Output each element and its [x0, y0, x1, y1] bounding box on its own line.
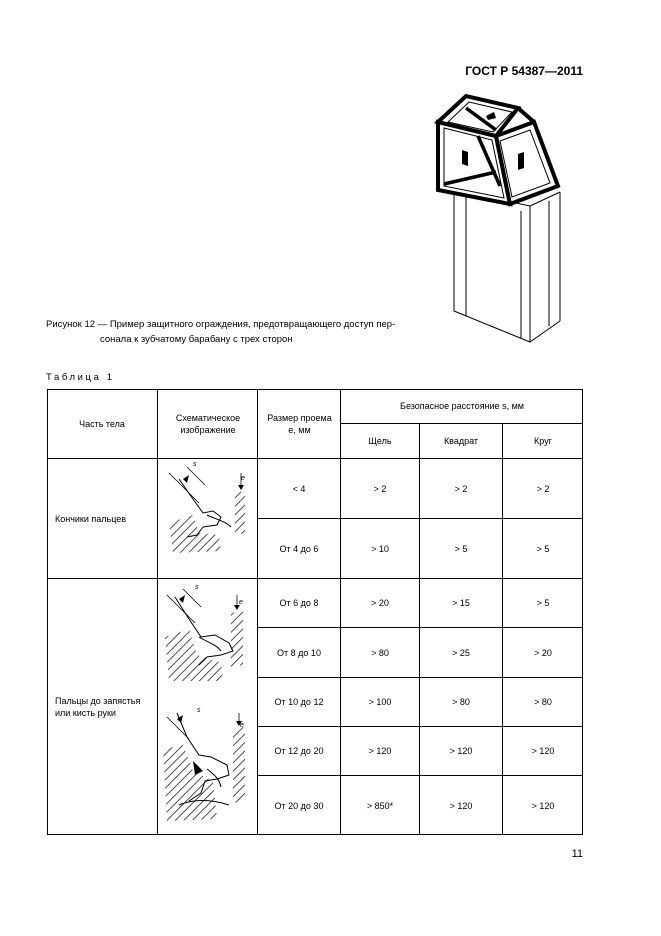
table-row-opening: От 4 до 6 — [279, 543, 319, 554]
table-cell-slot: > 10 — [371, 543, 389, 554]
table-cell-square: > 120 — [449, 746, 473, 756]
table-cell-slot: > 20 — [371, 598, 389, 608]
header-slot: Щель — [368, 436, 392, 446]
table-cell-square: > 25 — [452, 647, 470, 658]
table-row-opening: От 8 до 10 — [277, 647, 321, 658]
table-cell-circle: > 120 — [531, 746, 555, 756]
table-row-opening: От 12 до 20 — [274, 746, 324, 756]
table-cell-circle: > 20 — [534, 647, 552, 658]
table-cell-square: > 80 — [452, 697, 470, 707]
table-cell-slot: > 2 — [373, 483, 387, 494]
header-safe-distance: Безопасное расстояние s, мм — [400, 401, 524, 411]
table-row-opening: < 4 — [292, 483, 306, 494]
header-schematic: Схематическое изображение — [175, 412, 241, 435]
header-opening-size: Размер проема e, мм — [267, 412, 332, 435]
table-row-opening: От 10 до 12 — [274, 697, 324, 707]
table-cell-slot: > 850* — [366, 800, 394, 811]
table-cell-circle: > 80 — [534, 697, 552, 707]
table-cell-slot: > 80 — [371, 647, 389, 658]
guard-drawing — [426, 86, 576, 344]
figure-caption — [46, 317, 426, 347]
sketch-label-s: s — [193, 461, 197, 468]
table-cell-slot: > 120 — [368, 746, 392, 756]
table-cell-square: > 15 — [452, 598, 470, 608]
table-cell-circle: > 2 — [536, 483, 550, 494]
header-square: Квадрат — [443, 436, 479, 446]
safety-distance-table — [47, 389, 583, 835]
table-label: Таблица 1 — [46, 372, 115, 383]
sketch-label-e: e — [239, 599, 243, 606]
caption-line-1: Рисунок 12 — Пример защитного ограждения, предотвращающего доступ пер- — [46, 319, 396, 330]
table-cell-circle: > 5 — [536, 543, 550, 554]
table-cell-square: > 5 — [454, 543, 468, 554]
sketch-label-e: e — [241, 475, 245, 482]
table-row-opening: От 20 до 30 — [274, 800, 324, 811]
sketch-label-s: s — [195, 584, 199, 591]
sketch-label-s: s — [197, 707, 201, 714]
document-code: ГОСТ Р 54387—2011 — [465, 64, 583, 78]
header-circle: Круг — [534, 436, 552, 446]
table-cell-slot: > 100 — [368, 697, 392, 707]
page-number: 11 — [571, 848, 583, 860]
group-fingertips: Кончики пальцев — [55, 513, 127, 524]
group-fingers-to-wrist: Пальцы до запястья или кисть руки — [55, 696, 141, 718]
table-cell-square: > 120 — [449, 800, 473, 811]
caption-line-2: сонала к зубчатому барабану с трех сторон — [100, 334, 293, 345]
header-body-part: Часть тела — [79, 418, 125, 429]
table-cell-square: > 2 — [454, 483, 468, 494]
sketch-label-e: e — [240, 722, 244, 729]
table-cell-circle: > 5 — [536, 598, 550, 608]
table-row-opening: От 6 до 8 — [279, 598, 319, 608]
table-cell-circle: > 120 — [531, 800, 555, 811]
